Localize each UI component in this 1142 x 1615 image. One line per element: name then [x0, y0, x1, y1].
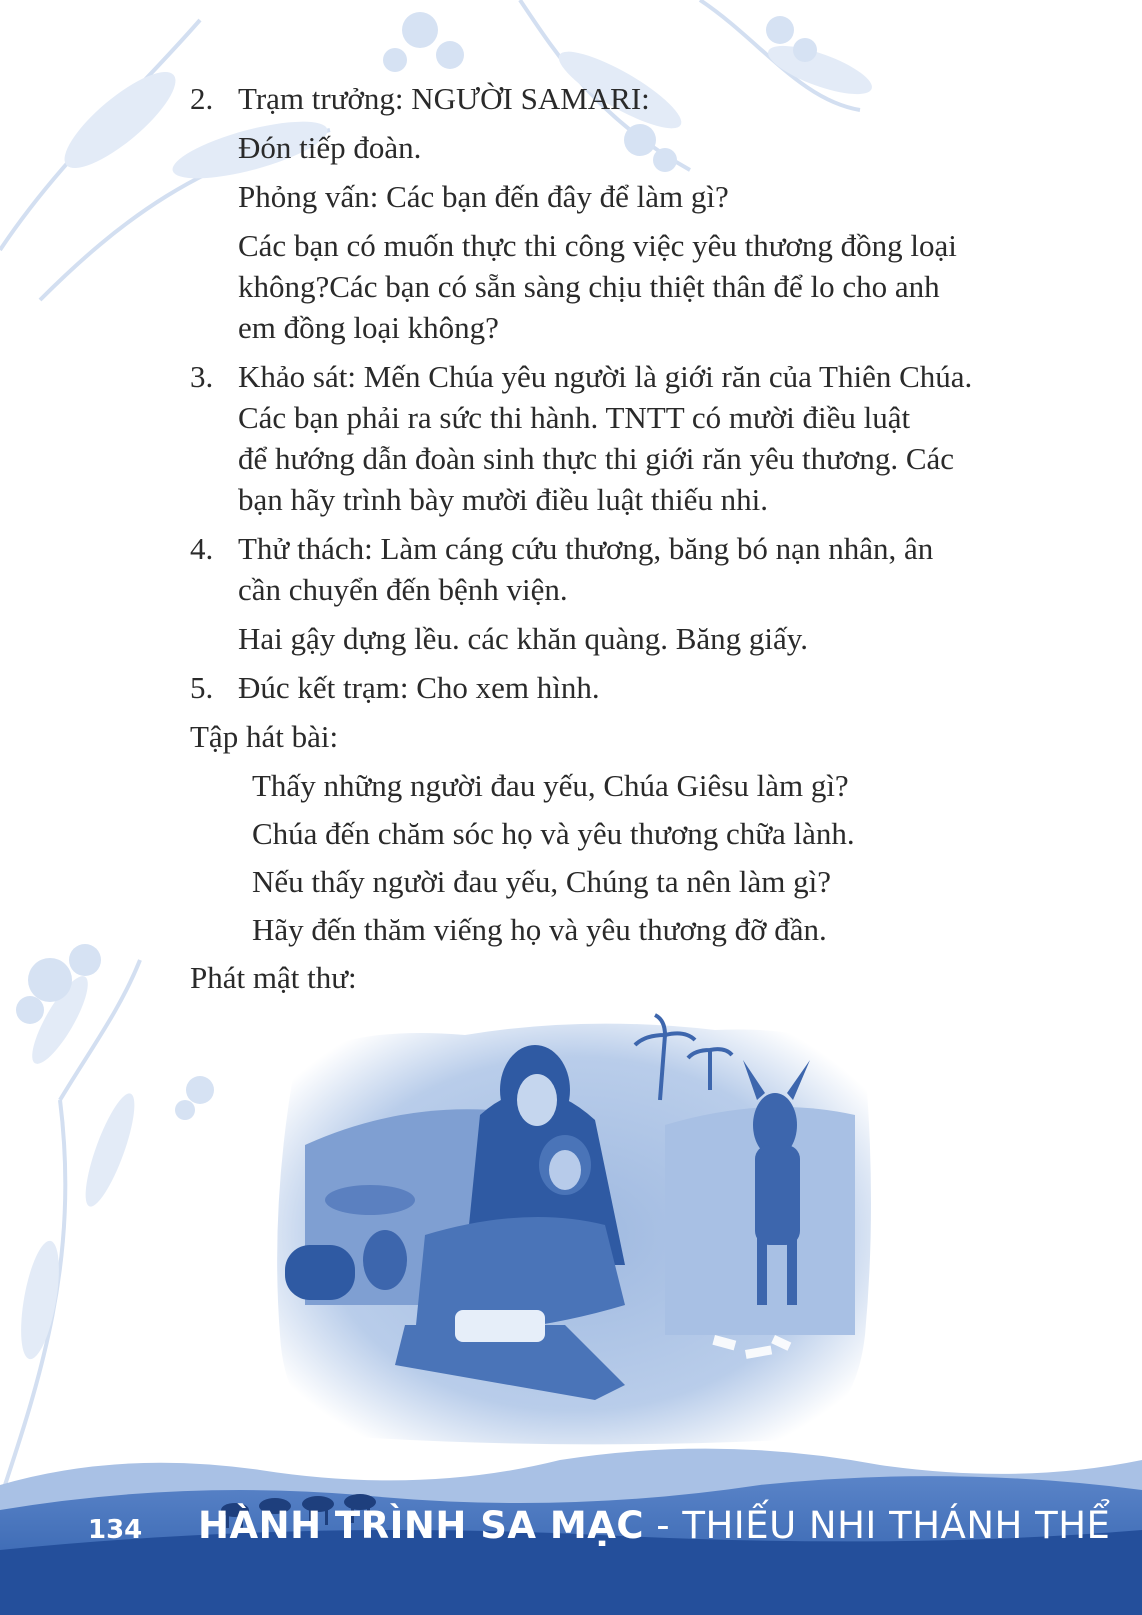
- list-item-5: [190, 667, 1060, 708]
- interview-line: Phỏng vấn: Các bạn đến đây để làm gì?: [238, 179, 729, 214]
- welcome-line: Đón tiếp đoàn.: [238, 130, 422, 165]
- conclusion-line: Đúc kết trạm: Cho xem hình.: [238, 670, 600, 705]
- survey-line: Khảo sát: Mến Chúa yêu người là giới răn của Thiên Chúa.: [238, 359, 973, 394]
- page-number: 134: [88, 1515, 143, 1545]
- question-line: em đồng loại không?: [238, 310, 499, 345]
- list-item-4: [190, 528, 1060, 659]
- challenge-line: cần chuyển đến bệnh viện.: [238, 572, 568, 607]
- challenge-line: Thử thách: Làm cáng cứu thương, băng bó nạn nhân, ân: [238, 531, 934, 566]
- list-number: 2.: [190, 81, 214, 116]
- materials-line: Hai gậy dựng lều. các khăn quàng. Băng giấy.: [238, 621, 809, 656]
- main-text: [190, 78, 1060, 1006]
- song-lyrics: [190, 765, 1060, 950]
- list-item-3: [190, 356, 1060, 520]
- closing-line: Phát mật thư:: [190, 960, 357, 995]
- question-line: Các bạn có muốn thực thi công việc yêu thương đồng loại: [238, 228, 957, 263]
- list-number: 3.: [190, 359, 214, 394]
- book-title-separator: -: [644, 1504, 683, 1547]
- list-item-2: [190, 78, 1060, 348]
- song-intro: Tập hát bài:: [190, 719, 339, 754]
- question-line: không?Các bạn có sẵn sàng chịu thiệt thân để lo cho anh: [238, 269, 940, 304]
- book-title: [198, 1504, 1110, 1547]
- list-number: 5.: [190, 670, 214, 705]
- song-line: Thấy những người đau yếu, Chúa Giêsu làm gì?: [252, 768, 849, 803]
- book-title-main: HÀNH TRÌNH SA MẠC: [198, 1504, 644, 1547]
- list-number: 4.: [190, 531, 214, 566]
- good-samaritan-illustration: [265, 1005, 880, 1450]
- survey-line: Các bạn phải ra sức thi hành. TNTT có mười điều luật: [238, 400, 911, 435]
- book-title-sub: THIẾU NHI THÁNH THỂ: [682, 1504, 1111, 1547]
- survey-line: để hướng dẫn đoàn sinh thực thi giới răn yêu thương. Các: [238, 441, 955, 476]
- survey-line: bạn hãy trình bày mười điều luật thiếu nhi.: [238, 482, 768, 517]
- song-line: Hãy đến thăm viếng họ và yêu thương đỡ đần.: [252, 912, 827, 947]
- song-line: Chúa đến chăm sóc họ và yêu thương chữa lành.: [252, 816, 855, 851]
- station-head-line: Trạm trưởng: NGƯỜI SAMARI:: [238, 81, 650, 116]
- song-line: Nếu thấy người đau yếu, Chúng ta nên làm gì?: [252, 864, 832, 899]
